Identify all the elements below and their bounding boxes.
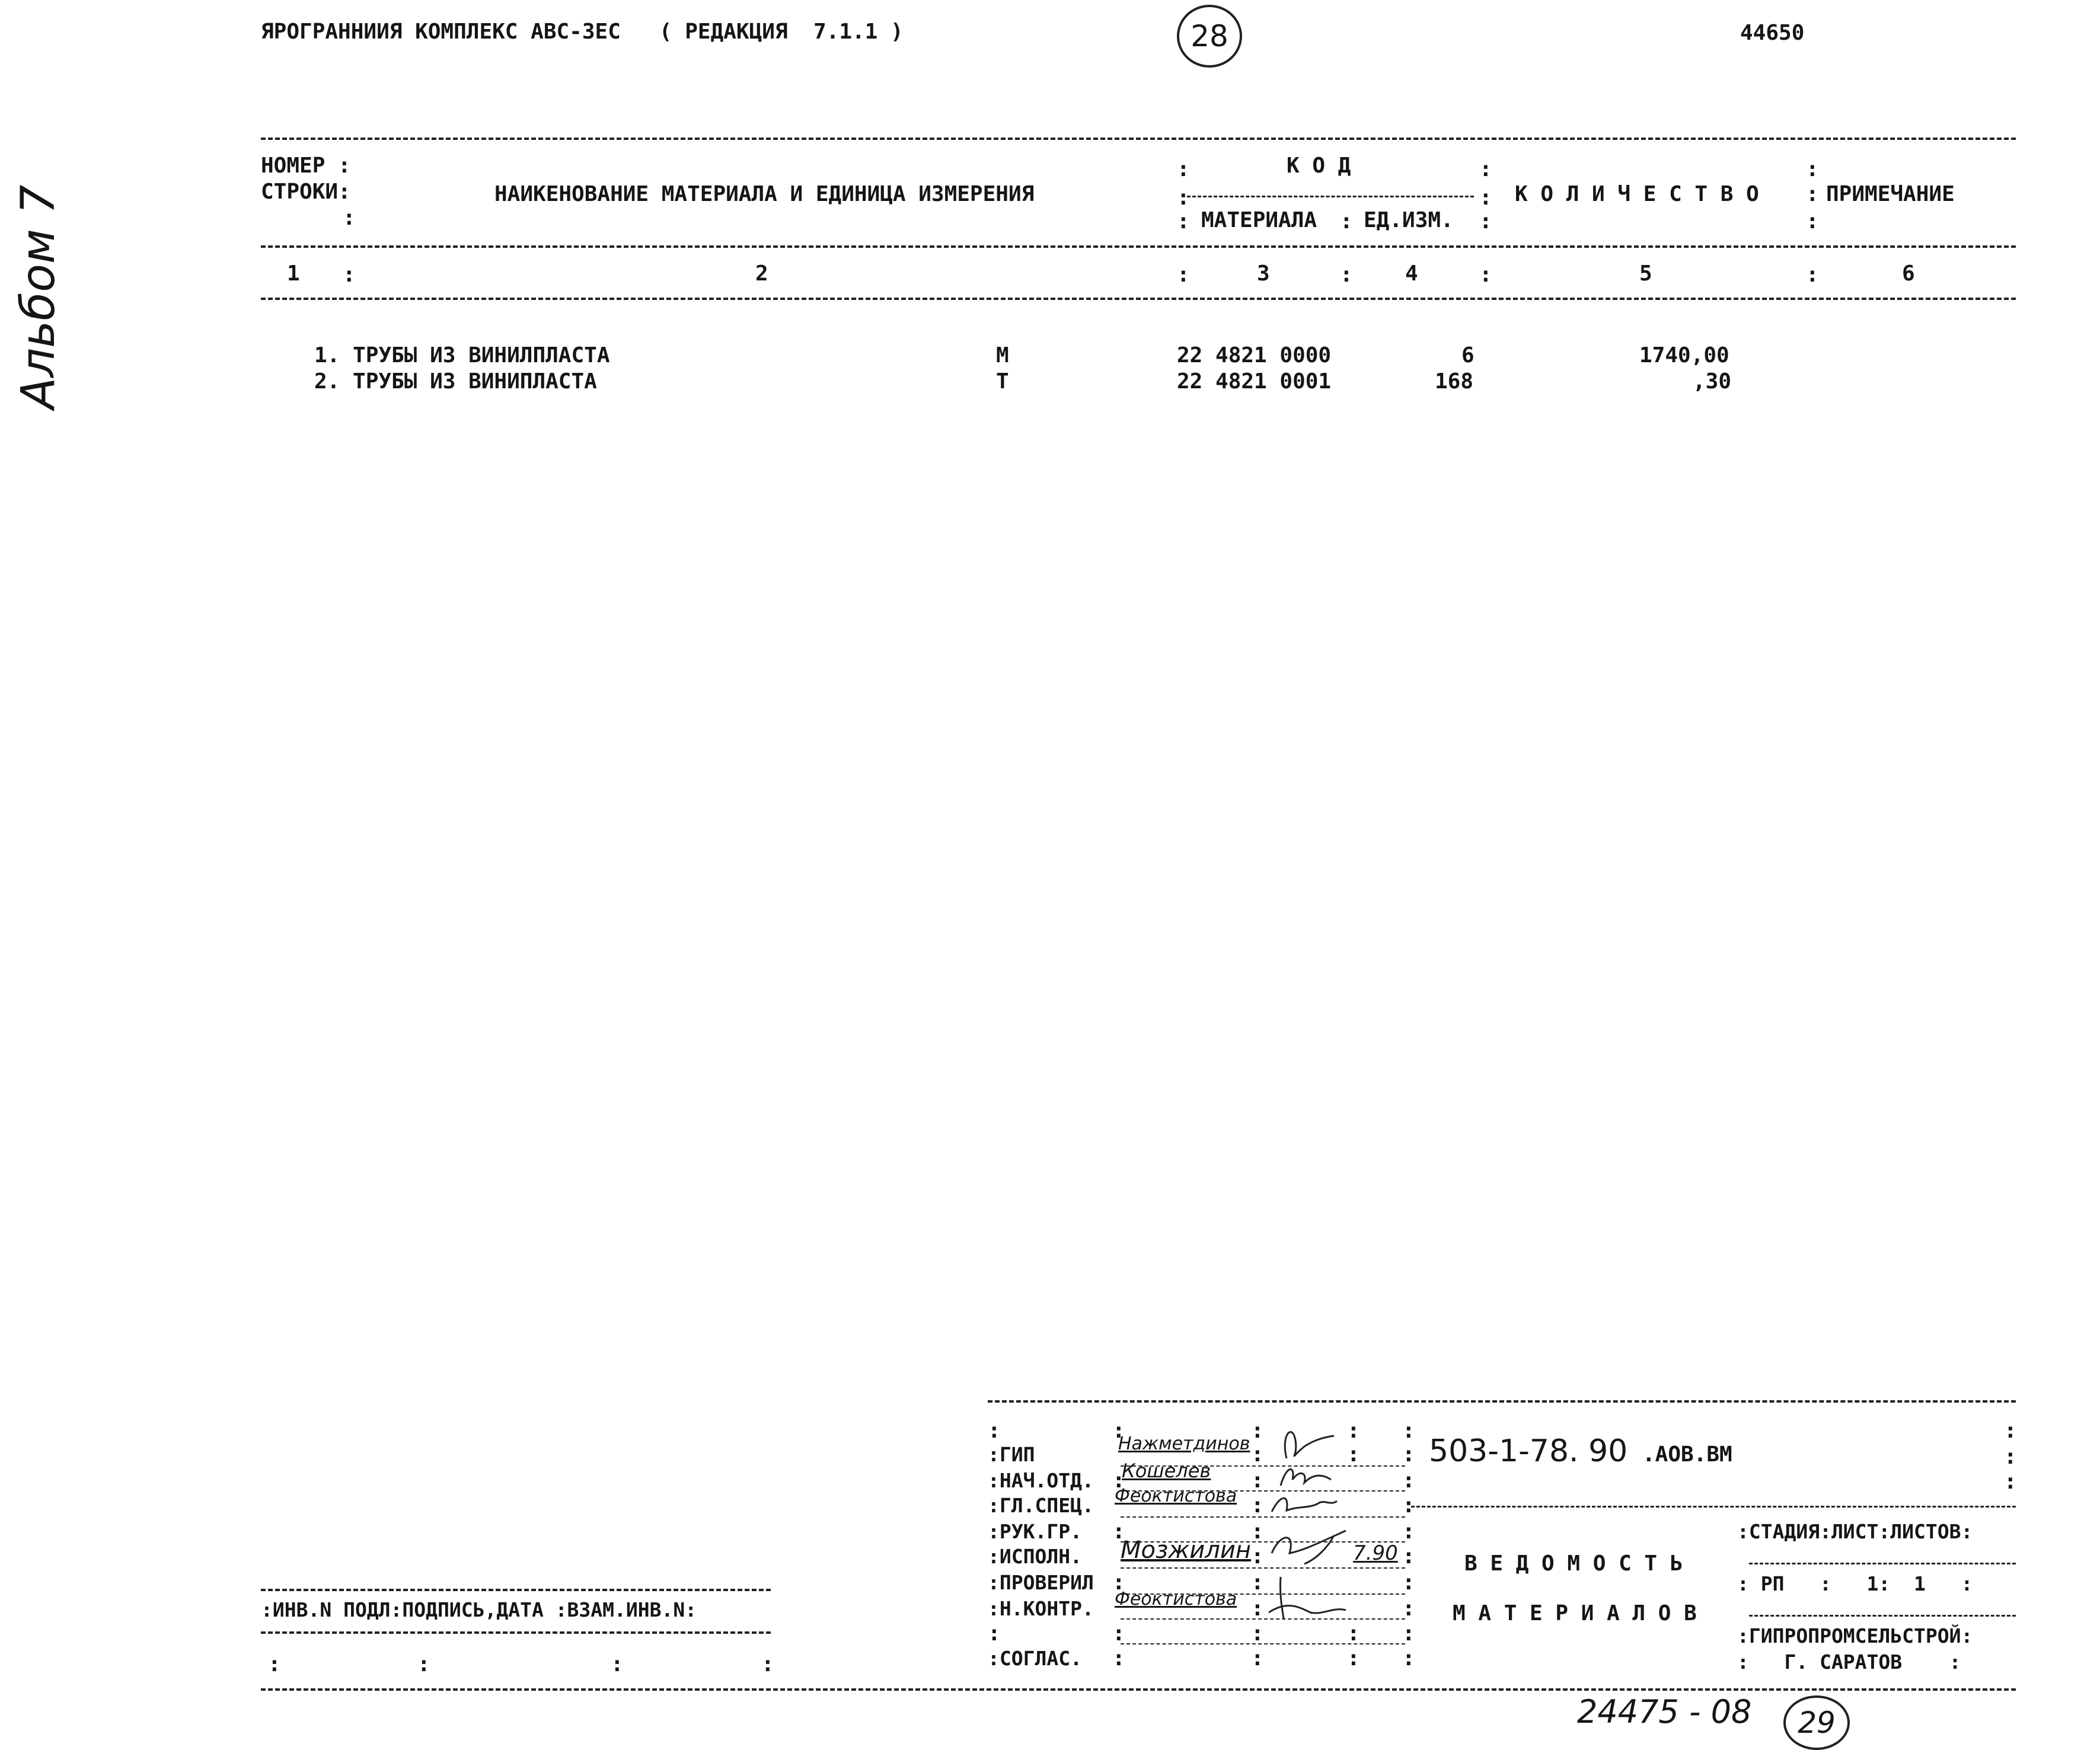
row-material-code: 22 4821 0001 bbox=[1177, 369, 1332, 394]
title-block-colon: : bbox=[1112, 1621, 1125, 1646]
inv-block-mid-line bbox=[261, 1631, 771, 1634]
signature-gip bbox=[1269, 1423, 1340, 1464]
title-block-colon: : bbox=[1402, 1468, 1415, 1493]
signature-chief-specialist bbox=[1263, 1488, 1346, 1518]
column-number-2: 2 bbox=[755, 261, 768, 286]
header-material: МАТЕРИАЛА bbox=[1201, 208, 1317, 232]
inv-block-top-line bbox=[261, 1589, 771, 1591]
title-block-colon: : bbox=[1251, 1544, 1264, 1569]
header-quantity: К О Л И Ч Е С Т В О bbox=[1515, 182, 1759, 206]
title-block-colon: : bbox=[1402, 1419, 1415, 1443]
title-block-colon: : bbox=[1347, 1419, 1360, 1443]
header-bottom-line bbox=[261, 245, 2016, 248]
title-block-designation-line bbox=[1411, 1506, 2016, 1508]
column-number-1: 1 bbox=[287, 261, 300, 286]
title-block-colon: : bbox=[1112, 1646, 1125, 1671]
header-colon: : bbox=[1806, 182, 1819, 206]
title-block-colon: : bbox=[988, 1419, 1001, 1443]
album-note: Альбом 7 bbox=[12, 184, 65, 409]
header-colon: : bbox=[1479, 209, 1492, 234]
document-title-line-2: М А Т Е Р И А Л О В bbox=[1453, 1601, 1697, 1626]
signature-norm-control bbox=[1263, 1571, 1352, 1624]
inv-block-label: :ИНВ.N ПОДЛ:ПОДПИСЬ,ДАТА :ВЗАМ.ИНВ.N: bbox=[261, 1598, 697, 1621]
column-numbers-bottom-line bbox=[261, 298, 2016, 300]
stage-value: : РП : 1: 1 : bbox=[1737, 1572, 1973, 1595]
title-block-colon: : bbox=[1112, 1570, 1125, 1595]
title-block-colon: : bbox=[1251, 1442, 1264, 1467]
stage-line bbox=[1749, 1563, 2016, 1564]
name-chief-specialist: Феоктистова bbox=[1115, 1486, 1237, 1506]
title-block-colon: : bbox=[1251, 1646, 1264, 1671]
title-block-colon: : bbox=[1347, 1621, 1360, 1646]
row-unit-code: 168 bbox=[1435, 369, 1474, 394]
header-unit: ЕД.ИЗМ. bbox=[1364, 208, 1454, 232]
header-note: ПРИМЕЧАНИЕ bbox=[1826, 182, 1955, 206]
header-name: НАИКЕНОВАНИЕ МАТЕРИАЛА И ЕДИНИЦА ИЗМЕРЕНИЯ bbox=[494, 182, 1035, 206]
header-colon: : bbox=[1177, 209, 1190, 234]
row-quantity: 1740,00 bbox=[1639, 343, 1729, 368]
header-colon: : bbox=[1340, 209, 1353, 234]
role-chief-specialist: :ГЛ.СПЕЦ. bbox=[988, 1494, 1094, 1517]
document-number: 44650 bbox=[1740, 21, 1805, 45]
organization-city: : Г. САРАТОВ : bbox=[1737, 1650, 1961, 1674]
role-checked: :ПРОВЕРИЛ bbox=[988, 1571, 1094, 1594]
name-gip: Нажметдинов bbox=[1118, 1433, 1250, 1454]
role-gip: :ГИП bbox=[988, 1443, 1035, 1466]
name-norm-control: Феоктистова bbox=[1115, 1589, 1237, 1610]
signature-executor bbox=[1263, 1518, 1358, 1565]
title-block-colon: : bbox=[1347, 1646, 1360, 1671]
header-row-number-1: НОМЕР : bbox=[261, 154, 351, 178]
title-block-colon: : bbox=[2004, 1470, 2017, 1494]
page-number-circle-bottom: 29 bbox=[1783, 1695, 1850, 1750]
header-colon: : bbox=[343, 206, 356, 230]
title-block-colon: : bbox=[1402, 1646, 1415, 1671]
title-block-colon: : bbox=[988, 1621, 1001, 1646]
row-quantity: ,30 bbox=[1693, 369, 1732, 394]
title-block-colon: : bbox=[1251, 1419, 1264, 1443]
stage-header: :СТАДИЯ:ЛИСТ:ЛИСТОВ: bbox=[1737, 1520, 1973, 1543]
role-group-leader: :РУК.ГР. bbox=[988, 1520, 1082, 1543]
name-executor: Мозжилин bbox=[1121, 1537, 1251, 1564]
designation-suffix: .АОВ.ВМ bbox=[1642, 1442, 1732, 1467]
handwritten-number: 24475 - 08 bbox=[1577, 1693, 1752, 1730]
role-norm-control: :Н.КОНТР. bbox=[988, 1597, 1094, 1620]
title-block-colon: : bbox=[1402, 1596, 1415, 1621]
column-number-colon: : bbox=[1340, 263, 1353, 287]
row-unit-code: 6 bbox=[1461, 343, 1475, 368]
stage-line bbox=[1749, 1615, 2016, 1617]
column-number-4: 4 bbox=[1405, 261, 1418, 286]
row-unit-letter: М bbox=[996, 343, 1009, 368]
role-agreed: :СОГЛАС. bbox=[988, 1647, 1082, 1670]
column-number-colon: : bbox=[1177, 263, 1190, 287]
title-block-row-line bbox=[1121, 1643, 1405, 1644]
header-code: К О Д bbox=[1287, 154, 1351, 178]
header-colon: : bbox=[1806, 209, 1819, 234]
column-number-colon: : bbox=[1806, 263, 1819, 287]
row-material-code: 22 4821 0000 bbox=[1177, 343, 1332, 368]
title-block-colon: : bbox=[1402, 1519, 1415, 1544]
row-name: 2. ТРУБЫ ИЗ ВИНИПЛАСТА bbox=[314, 369, 597, 394]
program-title: ЯРОГРАННИИЯ КОМПЛЕКС АВС-3ЕС ( РЕДАКЦИЯ 7.1.1 ) bbox=[261, 20, 904, 44]
title-block-colon: : bbox=[1251, 1468, 1264, 1493]
title-block-colon: : bbox=[1402, 1544, 1415, 1569]
title-block-colon: : bbox=[2004, 1445, 2017, 1469]
title-block-colon: : bbox=[1112, 1419, 1125, 1443]
role-executor: :ИСПОЛН. bbox=[988, 1545, 1082, 1568]
header-colon: : bbox=[1479, 157, 1492, 181]
table-top-line bbox=[261, 138, 2016, 140]
title-block-colon: : bbox=[1347, 1442, 1360, 1467]
inv-block-colon: : bbox=[268, 1652, 281, 1676]
column-number-3: 3 bbox=[1257, 261, 1270, 286]
title-block-bottom-line bbox=[261, 1688, 2016, 1691]
page-number-circle-top: 28 bbox=[1177, 5, 1242, 68]
title-block-colon: : bbox=[1251, 1519, 1264, 1544]
column-number-6: 6 bbox=[1902, 261, 1915, 286]
title-block-colon: : bbox=[1251, 1570, 1264, 1595]
title-block-colon: : bbox=[1402, 1621, 1415, 1646]
name-head-department: Кошелев bbox=[1122, 1460, 1211, 1482]
header-colon: : bbox=[1177, 186, 1190, 210]
role-head-department: :НАЧ.ОТД. bbox=[988, 1469, 1094, 1492]
title-block-row-line bbox=[1121, 1567, 1405, 1569]
title-block-top-line bbox=[988, 1400, 2016, 1403]
row-name: 1. ТРУБЫ ИЗ ВИНИЛПЛАСТА bbox=[314, 343, 610, 368]
document-title-line-1: В Е Д О М О С Т Ь bbox=[1464, 1551, 1683, 1576]
title-block-colon: : bbox=[1402, 1493, 1415, 1518]
title-block-colon: : bbox=[2004, 1419, 2017, 1443]
date-executor: 7.90 bbox=[1353, 1541, 1398, 1565]
inv-block-colon: : bbox=[417, 1652, 430, 1676]
inv-block-colon: : bbox=[611, 1652, 624, 1676]
column-number-colon: : bbox=[343, 263, 356, 287]
title-block-colon: : bbox=[1251, 1493, 1264, 1518]
header-row-number-2: СТРОКИ: bbox=[261, 180, 351, 204]
designation: 503-1-78. 90 bbox=[1429, 1433, 1628, 1469]
title-block-colon: : bbox=[1112, 1519, 1125, 1544]
header-code-subline bbox=[1187, 196, 1474, 197]
title-block-colon: : bbox=[1251, 1621, 1264, 1646]
title-block-colon: : bbox=[1112, 1468, 1125, 1493]
header-colon: : bbox=[1806, 157, 1819, 181]
header-colon: : bbox=[1177, 157, 1190, 181]
title-block-colon: : bbox=[1251, 1596, 1264, 1621]
header-colon: : bbox=[1479, 186, 1492, 210]
title-block-colon: : bbox=[1402, 1442, 1415, 1467]
inv-block-colon: : bbox=[761, 1652, 774, 1676]
column-number-5: 5 bbox=[1639, 261, 1652, 286]
signature-head-department bbox=[1269, 1462, 1340, 1492]
column-number-colon: : bbox=[1479, 263, 1492, 287]
title-block-colon: : bbox=[1402, 1570, 1415, 1595]
organization-name: :ГИПРОПРОМСЕЛЬСТРОЙ: bbox=[1737, 1624, 1973, 1647]
row-unit-letter: Т bbox=[996, 369, 1009, 394]
